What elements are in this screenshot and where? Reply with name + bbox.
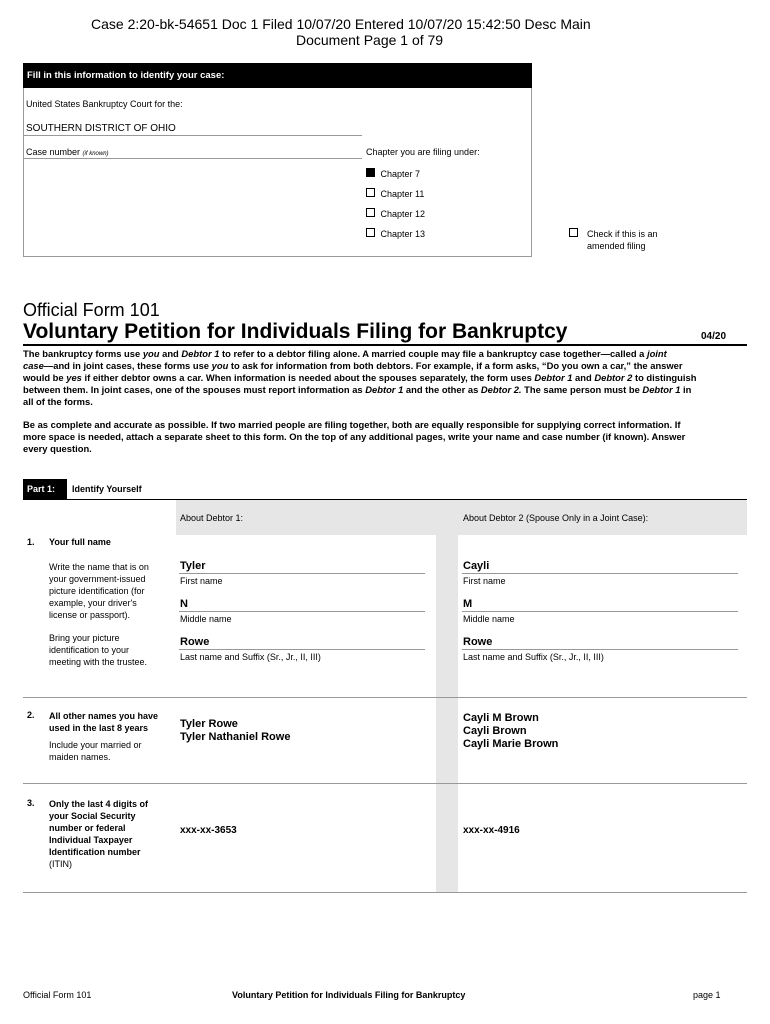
district-value: SOUTHERN DISTRICT OF OHIO — [26, 123, 176, 134]
debtor-1-middle-name-label: Middle name — [180, 614, 232, 624]
chapter-label: Chapter you are filing under: — [366, 147, 480, 157]
debtor-1-column-header: About Debtor 1: — [180, 513, 244, 523]
part-1-tag: Part 1: — [23, 479, 67, 499]
q2-title: All other names you have used in the last 8 years — [49, 711, 159, 733]
chapter-7-option[interactable]: Chapter 7 — [366, 168, 420, 179]
q3-number: 3. — [27, 798, 35, 808]
debtor-2-column-header: About Debtor 2 (Spouse Only in a Joint Case): — [463, 513, 649, 523]
debtor-1-middle-name[interactable]: N — [180, 598, 188, 610]
chapter-12-checkbox[interactable] — [366, 208, 375, 217]
q1-number: 1. — [27, 537, 35, 547]
form-number: Official Form 101 — [23, 300, 160, 320]
debtor-1-last-name[interactable]: Rowe — [180, 636, 210, 648]
case-header-line1: Case 2:20-bk-54651 Doc 1 Filed 10/07/20 Entered 10/07/20 15:42:50 Desc Main — [91, 16, 591, 32]
form-revision: 04/20 — [701, 331, 727, 342]
q2-help: Include your married or maiden names. — [49, 740, 142, 762]
case-id-box-title: Fill in this information to identify your case: — [23, 63, 532, 88]
chapter-12-option[interactable]: Chapter 12 — [366, 208, 425, 219]
footer-page-number: page 1 — [693, 990, 721, 1000]
debtor-2-middle-name-label: Middle name — [463, 614, 515, 624]
case-number-label: Case number (if known) — [26, 147, 109, 157]
q3-title: Only the last 4 digits of your Social Security number or federal Individual Taxpayer Identification number (ITIN) — [49, 799, 149, 869]
chapter-11-option[interactable]: Chapter 11 — [366, 188, 424, 199]
amended-filing-label: Check if this is an amended filing — [587, 229, 658, 251]
column-separator — [436, 535, 458, 892]
chapter-7-checkbox[interactable] — [366, 168, 375, 177]
chapter-13-option[interactable]: Chapter 13 — [366, 228, 425, 239]
intro-paragraph-1: The bankruptcy forms use you and Debtor 1 to refer to a debtor filing alone. A married couple may file a bankruptcy case together—called a joint case—and in joint cases, these forms use you to ask for information from both debtors. For example, if a form asks, “Do you own a car,” the answer would be yes if either debtor owns a car. When information is needed about the spouses separately, the form uses Debtor 1 and Debtor 2 to distinguish between them. In joint cases, one of the spouses must report information as Debtor 1 and the other as Debtor 2. The same person must be Debtor 1 in all of the forms. — [23, 348, 697, 407]
footer-form-number: Official Form 101 — [23, 990, 92, 1000]
debtor-2-ssn[interactable]: xxx-xx-4916 — [463, 825, 520, 836]
chapter-11-checkbox[interactable] — [366, 188, 375, 197]
title-rule — [23, 344, 747, 346]
debtor-1-first-name[interactable]: Tyler — [180, 560, 206, 572]
case-header-line2: Document Page 1 of 79 — [296, 32, 444, 48]
debtor-1-other-names[interactable]: Tyler Rowe Tyler Nathaniel Rowe — [180, 718, 291, 743]
column-header-bar — [176, 500, 747, 535]
footer-form-title: Voluntary Petition for Individuals Filing for Bankruptcy — [232, 990, 466, 1000]
q1-title: Your full name — [49, 537, 111, 547]
debtor-1-ssn[interactable]: xxx-xx-3653 — [180, 825, 237, 836]
debtor-1-last-name-label: Last name and Suffix (Sr., Jr., II, III) — [180, 652, 321, 662]
part-1-title: Identify Yourself — [72, 484, 142, 494]
amended-filing-checkbox[interactable] — [569, 228, 578, 237]
debtor-2-first-name[interactable]: Cayli — [463, 560, 490, 572]
form-title: Voluntary Petition for Individuals Filing for Bankruptcy — [23, 320, 568, 343]
debtor-2-middle-name[interactable]: M — [463, 598, 473, 610]
debtor-2-other-names[interactable]: Cayli M Brown Cayli Brown Cayli Marie Brown — [463, 712, 559, 750]
court-label: United States Bankruptcy Court for the: — [26, 99, 183, 109]
q1-help-2: Bring your picture identification to your meeting with the trustee. — [49, 633, 148, 667]
debtor-1-first-name-label: First name — [180, 576, 223, 586]
debtor-2-last-name[interactable]: Rowe — [463, 636, 493, 648]
q1-help-1: Write the name that is on your government-issued picture identification (for example, your driver's license or passport). — [49, 562, 149, 620]
debtor-2-last-name-label: Last name and Suffix (Sr., Jr., II, III) — [463, 652, 604, 662]
case-id-box — [23, 63, 532, 257]
chapter-13-checkbox[interactable] — [366, 228, 375, 237]
intro-paragraph-2: Be as complete and accurate as possible. If two married people are filing together, both are equally responsible for supplying correct information. If more space is needed, attach a separate sheet to this form. On the top of any additional pages, write your name and case number (if known). Answer every question. — [23, 419, 686, 454]
q2-number: 2. — [27, 710, 35, 720]
debtor-2-first-name-label: First name — [463, 576, 506, 586]
